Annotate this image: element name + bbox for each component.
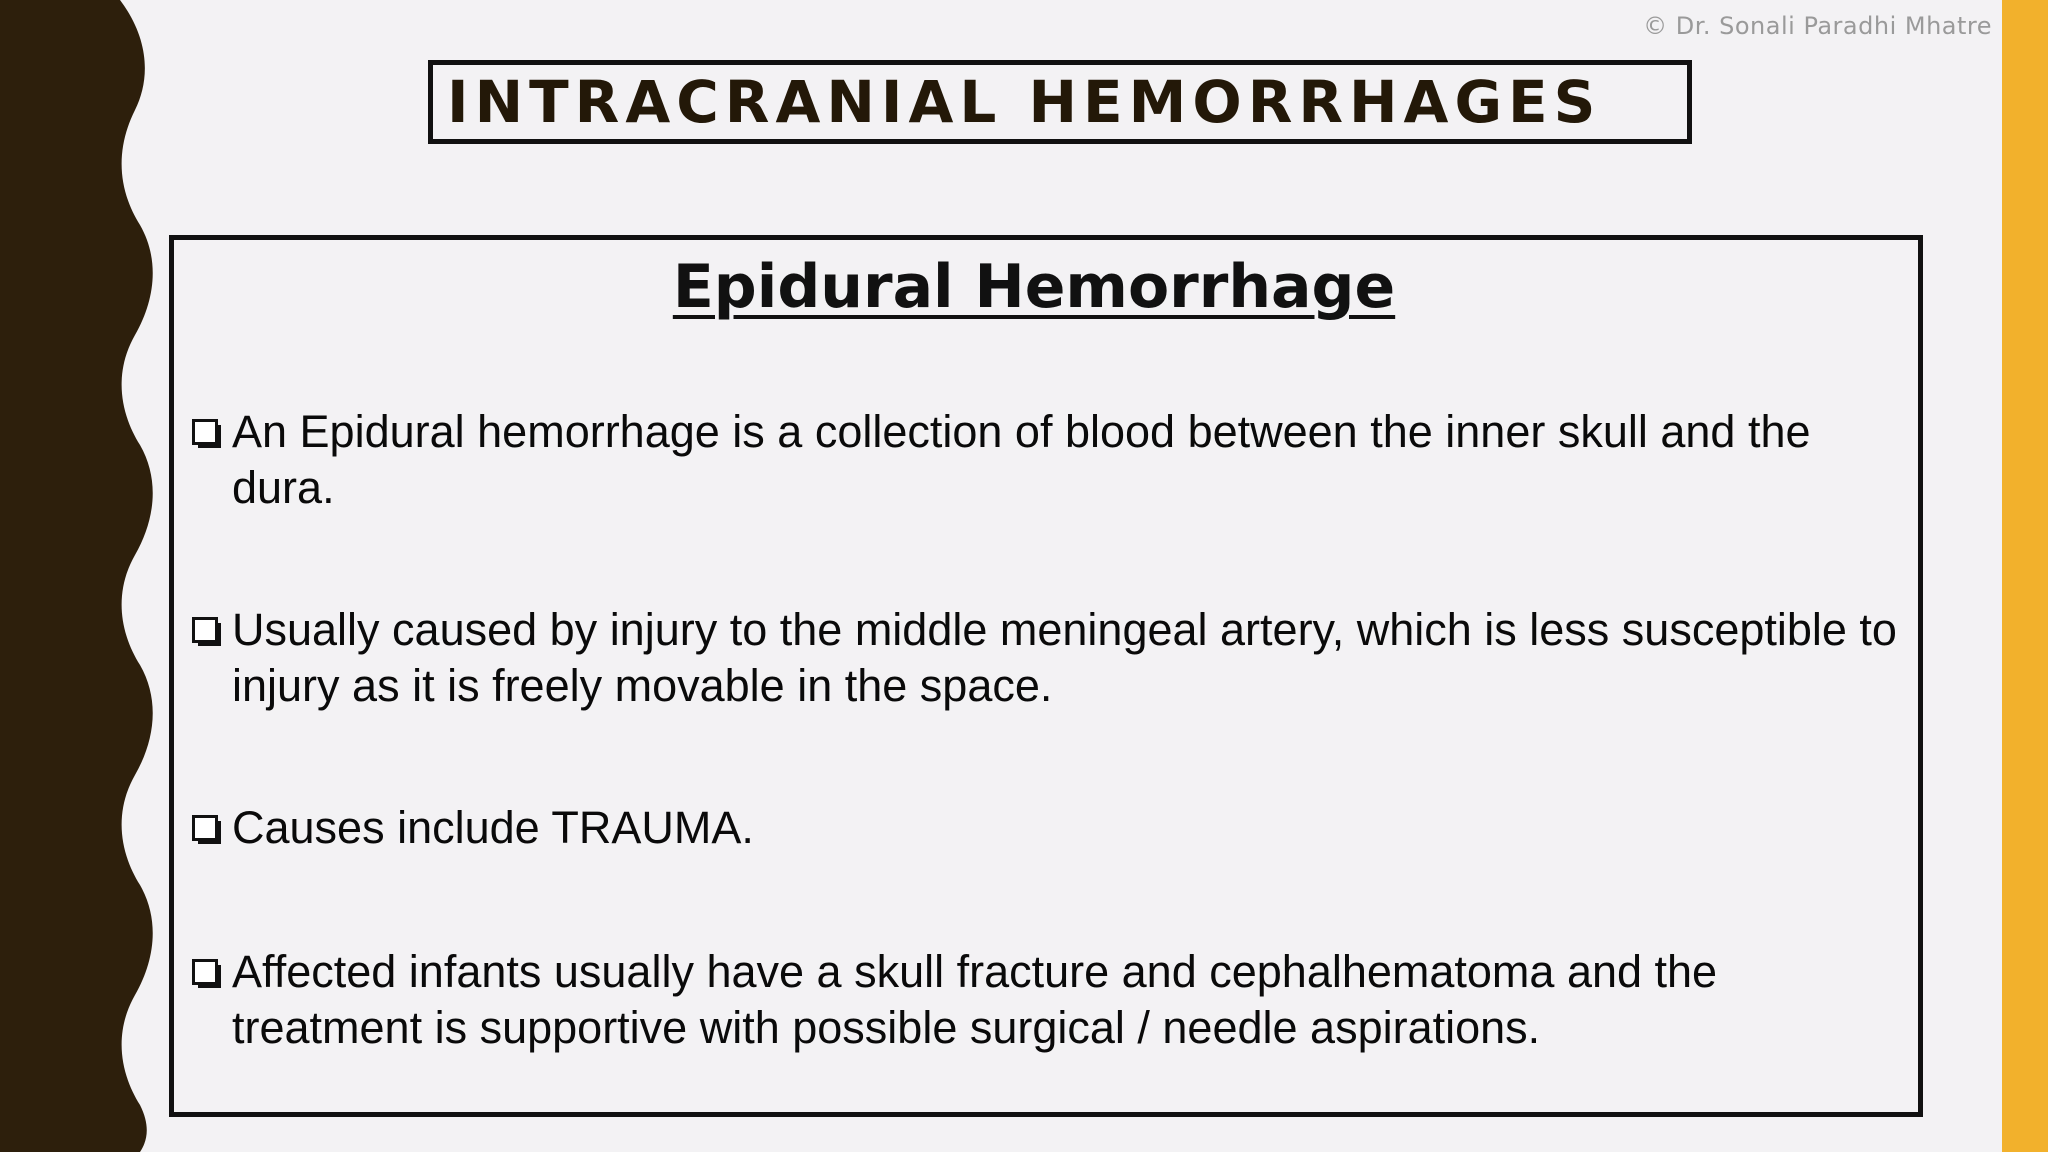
content-box: [169, 235, 1923, 1117]
right-accent-bar: [2002, 0, 2048, 1152]
section-heading: Epidural Hemorrhage: [672, 252, 1396, 322]
square-bullet-icon: [192, 815, 226, 841]
square-bullet-icon: [192, 419, 226, 445]
bullet-text: Affected infants usually have a skull fracture and cephalhematoma and the treatment is supportive with possible surgical / needle aspirations.: [232, 946, 1718, 1053]
list-item: [192, 602, 1902, 714]
page-title: INTRACRANIAL HEMORRHAGES: [447, 68, 1602, 136]
square-bullet-icon: [192, 617, 226, 643]
bullet-text: Causes include TRAUMA.: [232, 802, 754, 853]
title-box: [428, 60, 1692, 144]
watermark: © Dr. Sonali Paradhi Mhatre: [1643, 12, 1992, 40]
square-bullet-icon: [192, 959, 226, 985]
bullet-text: Usually caused by injury to the middle meningeal artery, which is less susceptible to injury as it is freely movable in the space.: [232, 604, 1897, 711]
list-item: [192, 944, 1902, 1056]
bullet-text: An Epidural hemorrhage is a collection of blood between the inner skull and the dura.: [232, 406, 1811, 513]
list-item: [192, 404, 1902, 516]
list-item: [192, 800, 1902, 856]
wavy-left-border: [0, 0, 160, 1152]
